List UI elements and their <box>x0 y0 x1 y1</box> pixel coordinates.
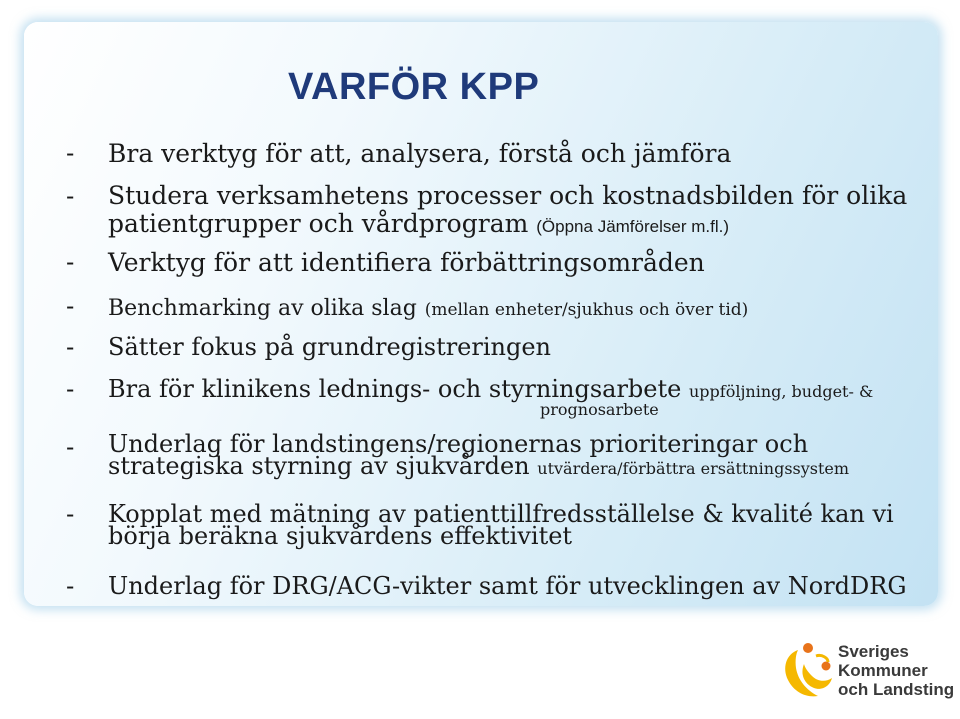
bullet-line: strategiska styrning av sjukvården <box>108 452 530 480</box>
bullet-note: utvärdera/förbättra ersättningssystem <box>537 459 850 478</box>
bullet-text <box>108 375 873 403</box>
bullet-dash: - <box>66 433 75 461</box>
bullet-dash: - <box>66 375 75 403</box>
bullet-dash: - <box>66 139 75 167</box>
bullet-text <box>108 292 748 321</box>
bullet-note: (Öppna Jämförelser m.fl.) <box>536 217 729 236</box>
bullet-dash: - <box>66 572 75 600</box>
bullet-line: Underlag för landstingens/regionernas prioriteringar och <box>108 430 809 458</box>
bullet-dash: - <box>66 500 75 528</box>
skl-logo-text <box>838 642 954 699</box>
bullet-main: Benchmarking av olika slag <box>108 296 417 321</box>
bullet-text <box>108 430 850 480</box>
bullet-dash: - <box>66 182 75 210</box>
bullet-text: Underlag för DRG/ACG-vikter samt för utvecklingen av NordDRG <box>108 572 907 600</box>
bullet-line: börja beräkna sjukvårdens effektivitet <box>108 522 573 550</box>
bullet-dash: - <box>66 292 75 320</box>
bullet-dash: - <box>66 248 75 276</box>
bullet-text: Bra verktyg för att, analysera, förstå och jämföra <box>108 139 732 168</box>
bullet-text: Verktyg för att identifiera förbättringsområden <box>108 248 705 277</box>
logo-line: och Landsting <box>838 680 955 699</box>
logo-line: Sveriges <box>838 642 909 661</box>
bullet-line: patientgrupper och vårdprogram <box>108 209 529 238</box>
bullet-line: Studera verksamhetens processer och kostnadsbilden för olika <box>108 181 908 210</box>
bullet-note: (mellan enheter/sjukhus och över tid) <box>424 300 749 320</box>
bullet-text: Sätter fokus på grundregistreringen <box>108 333 552 361</box>
bullet-line: Kopplat med mätning av patienttillfredsställelse & kvalité kan vi <box>108 500 894 528</box>
logo-line: Kommuner <box>838 661 928 680</box>
bullet-main: Bra för klinikens lednings- och styrningsarbete <box>108 375 682 403</box>
bullet-note: uppföljning, budget- & <box>688 382 874 401</box>
slide-title: VARFÖR KPP <box>288 66 540 108</box>
bullet-dash: - <box>66 333 75 361</box>
bullet-text <box>108 182 907 241</box>
bullet-text <box>108 500 894 550</box>
bullet-note-cont: prognosarbete <box>540 400 659 419</box>
